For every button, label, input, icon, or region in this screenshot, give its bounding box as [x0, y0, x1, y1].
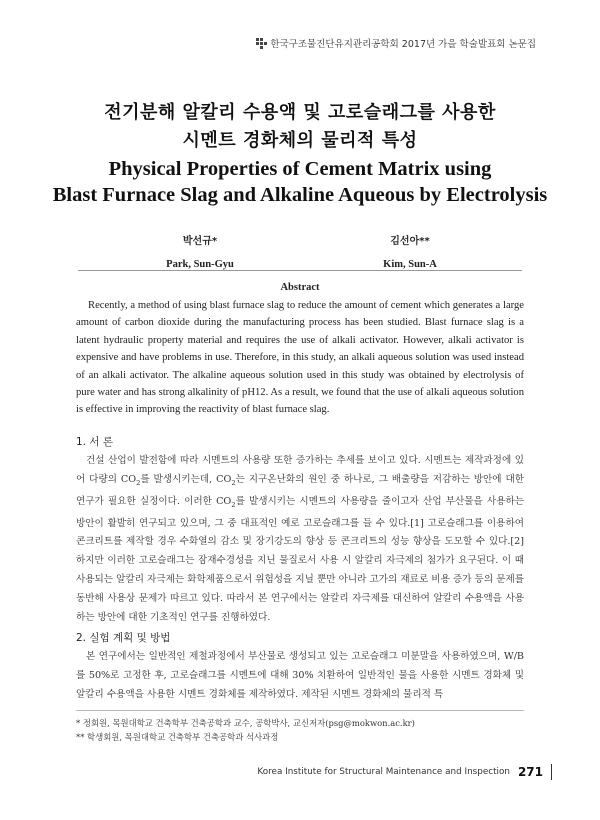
section-1-body: 건설 산업이 발전함에 따라 시멘트의 사용량 또한 증가하는 추세를 보이고 있다. 시멘트는 제작과정에 있어 다량의 $CO_2$를 발생시키는데, $CO_2$는 지구온난화의 원인 중 하나로, 그 배출량을 저감하는 방안에 대한 연구가 필요한 실정이다. 이러한 $CO_2$를 발생시키는 시멘트의 사용량을 줄이고자 산업 부산물을 사용하는 방안이 활발히 연구되고 있으며, 그 중 대표적인 예로 고로슬래그를 들 수 있다.[1] 고로슬래그를 이용하여 콘크리트를 제작할 경우 수화열의 감소 및 장기강도의 향상 등 콘크리트의 성능 향상을 도모할 수 있다.[2] 하지만 이러한 고로슬래그는 잠재수경성을 지닌 물질로서 사용 시 알칼리 자극제의 첨가가 요구된다. 이 때 사용되는 알칼리 자극제는 화학제품으로서 위험성을 지닐 뿐만 아니라 고가의 재료로 비용 증가 등의 문제를 동반해 사용상 문제가 따르고 있다. 따라서 본 연구에서는 알칼리 자극제를 대신하여 알칼리 수용액을 사용하는 방안에 대한 기초적인 연구를 진행하였다. — [76, 455, 524, 624]
author-1-english-name: Park, Sun-Gyu — [166, 259, 234, 270]
korean-title-line-1: 전기분해 알칼리 수용액 및 고로슬래그를 사용한 — [104, 102, 496, 123]
english-title-line-2: Blast Furnace Slag and Alkaline Aqueous by Electrolysis — [52, 184, 548, 206]
section-2-body: 본 연구에서는 일반적인 제철과정에서 부산물로 생성되고 있는 고로슬래그 미분말을 사용하였으며, W/B를 50%로 고정한 후, 고로슬래그를 시멘트에 대해 30% 치환하여 일반적인 물을 사용한 시멘트 경화체 및 알칼리 수용액을 사용한 시멘트 경화체를 제작하였다. 제작된 시멘트 경화체의 물리적 특 — [76, 651, 524, 700]
author-2 — [330, 232, 490, 270]
section-2-heading: 2. 실험 계획 및 방법 — [76, 632, 171, 644]
header-dots-icon — [256, 38, 266, 48]
journal-name: 한국구조물진단유지관리공학회 2017년 가을 학술발표회 논문집 — [270, 39, 536, 50]
korean-title-line-2: 시멘트 경화체의 물리적 특성 — [182, 130, 418, 151]
footnote-1: * 정회원, 목원대학교 건축학부 건축공학과 교수, 공학박사, 교신저자(psg@mokwon.ac.kr) — [76, 718, 415, 728]
page-number: 271 — [517, 765, 543, 779]
abstract-heading: Abstract — [280, 282, 320, 293]
footnote-rule — [76, 710, 524, 711]
author-1 — [120, 232, 280, 270]
author-2-korean-name: 김선아** — [390, 236, 430, 247]
footnote-2: ** 학생회원, 목원대학교 건축학부 건축공학과 석사과정 — [76, 732, 279, 742]
footer-institute: Korea Institute for Structural Maintenance and Inspection — [257, 767, 510, 777]
author-2-english-name: Kim, Sun-A — [383, 259, 437, 270]
footer-bar — [551, 764, 552, 780]
footnotes — [76, 716, 524, 744]
author-1-korean-name: 박선규* — [182, 236, 218, 247]
english-title-line-1: Physical Properties of Cement Matrix using — [108, 158, 492, 180]
running-header — [256, 36, 536, 50]
divider-rule — [78, 270, 522, 271]
page-footer — [257, 764, 552, 780]
abstract-text: Recently, a method of using blast furnace slag to reduce the amount of cement which generates a large amount of carbon dioxide during the manufacturing process has been studied. Blast furnace slag is a latent hydraulic property material and requires the use of alkali activator. However, alkali activator is expensive and have problems in use. Therefore, in this study, an alkali aqueous solution was used instead of an alkali activator. The alkaline aqueous solution used in this study was obtained by electrolysis of pure water and has strong alkalinity of pH12. As a result, we found that the use of alkali aqueous solution is effective in improving the reactivity of blast furnace slag. — [76, 300, 524, 416]
section-1-heading: 1. 서 론 — [76, 436, 113, 448]
